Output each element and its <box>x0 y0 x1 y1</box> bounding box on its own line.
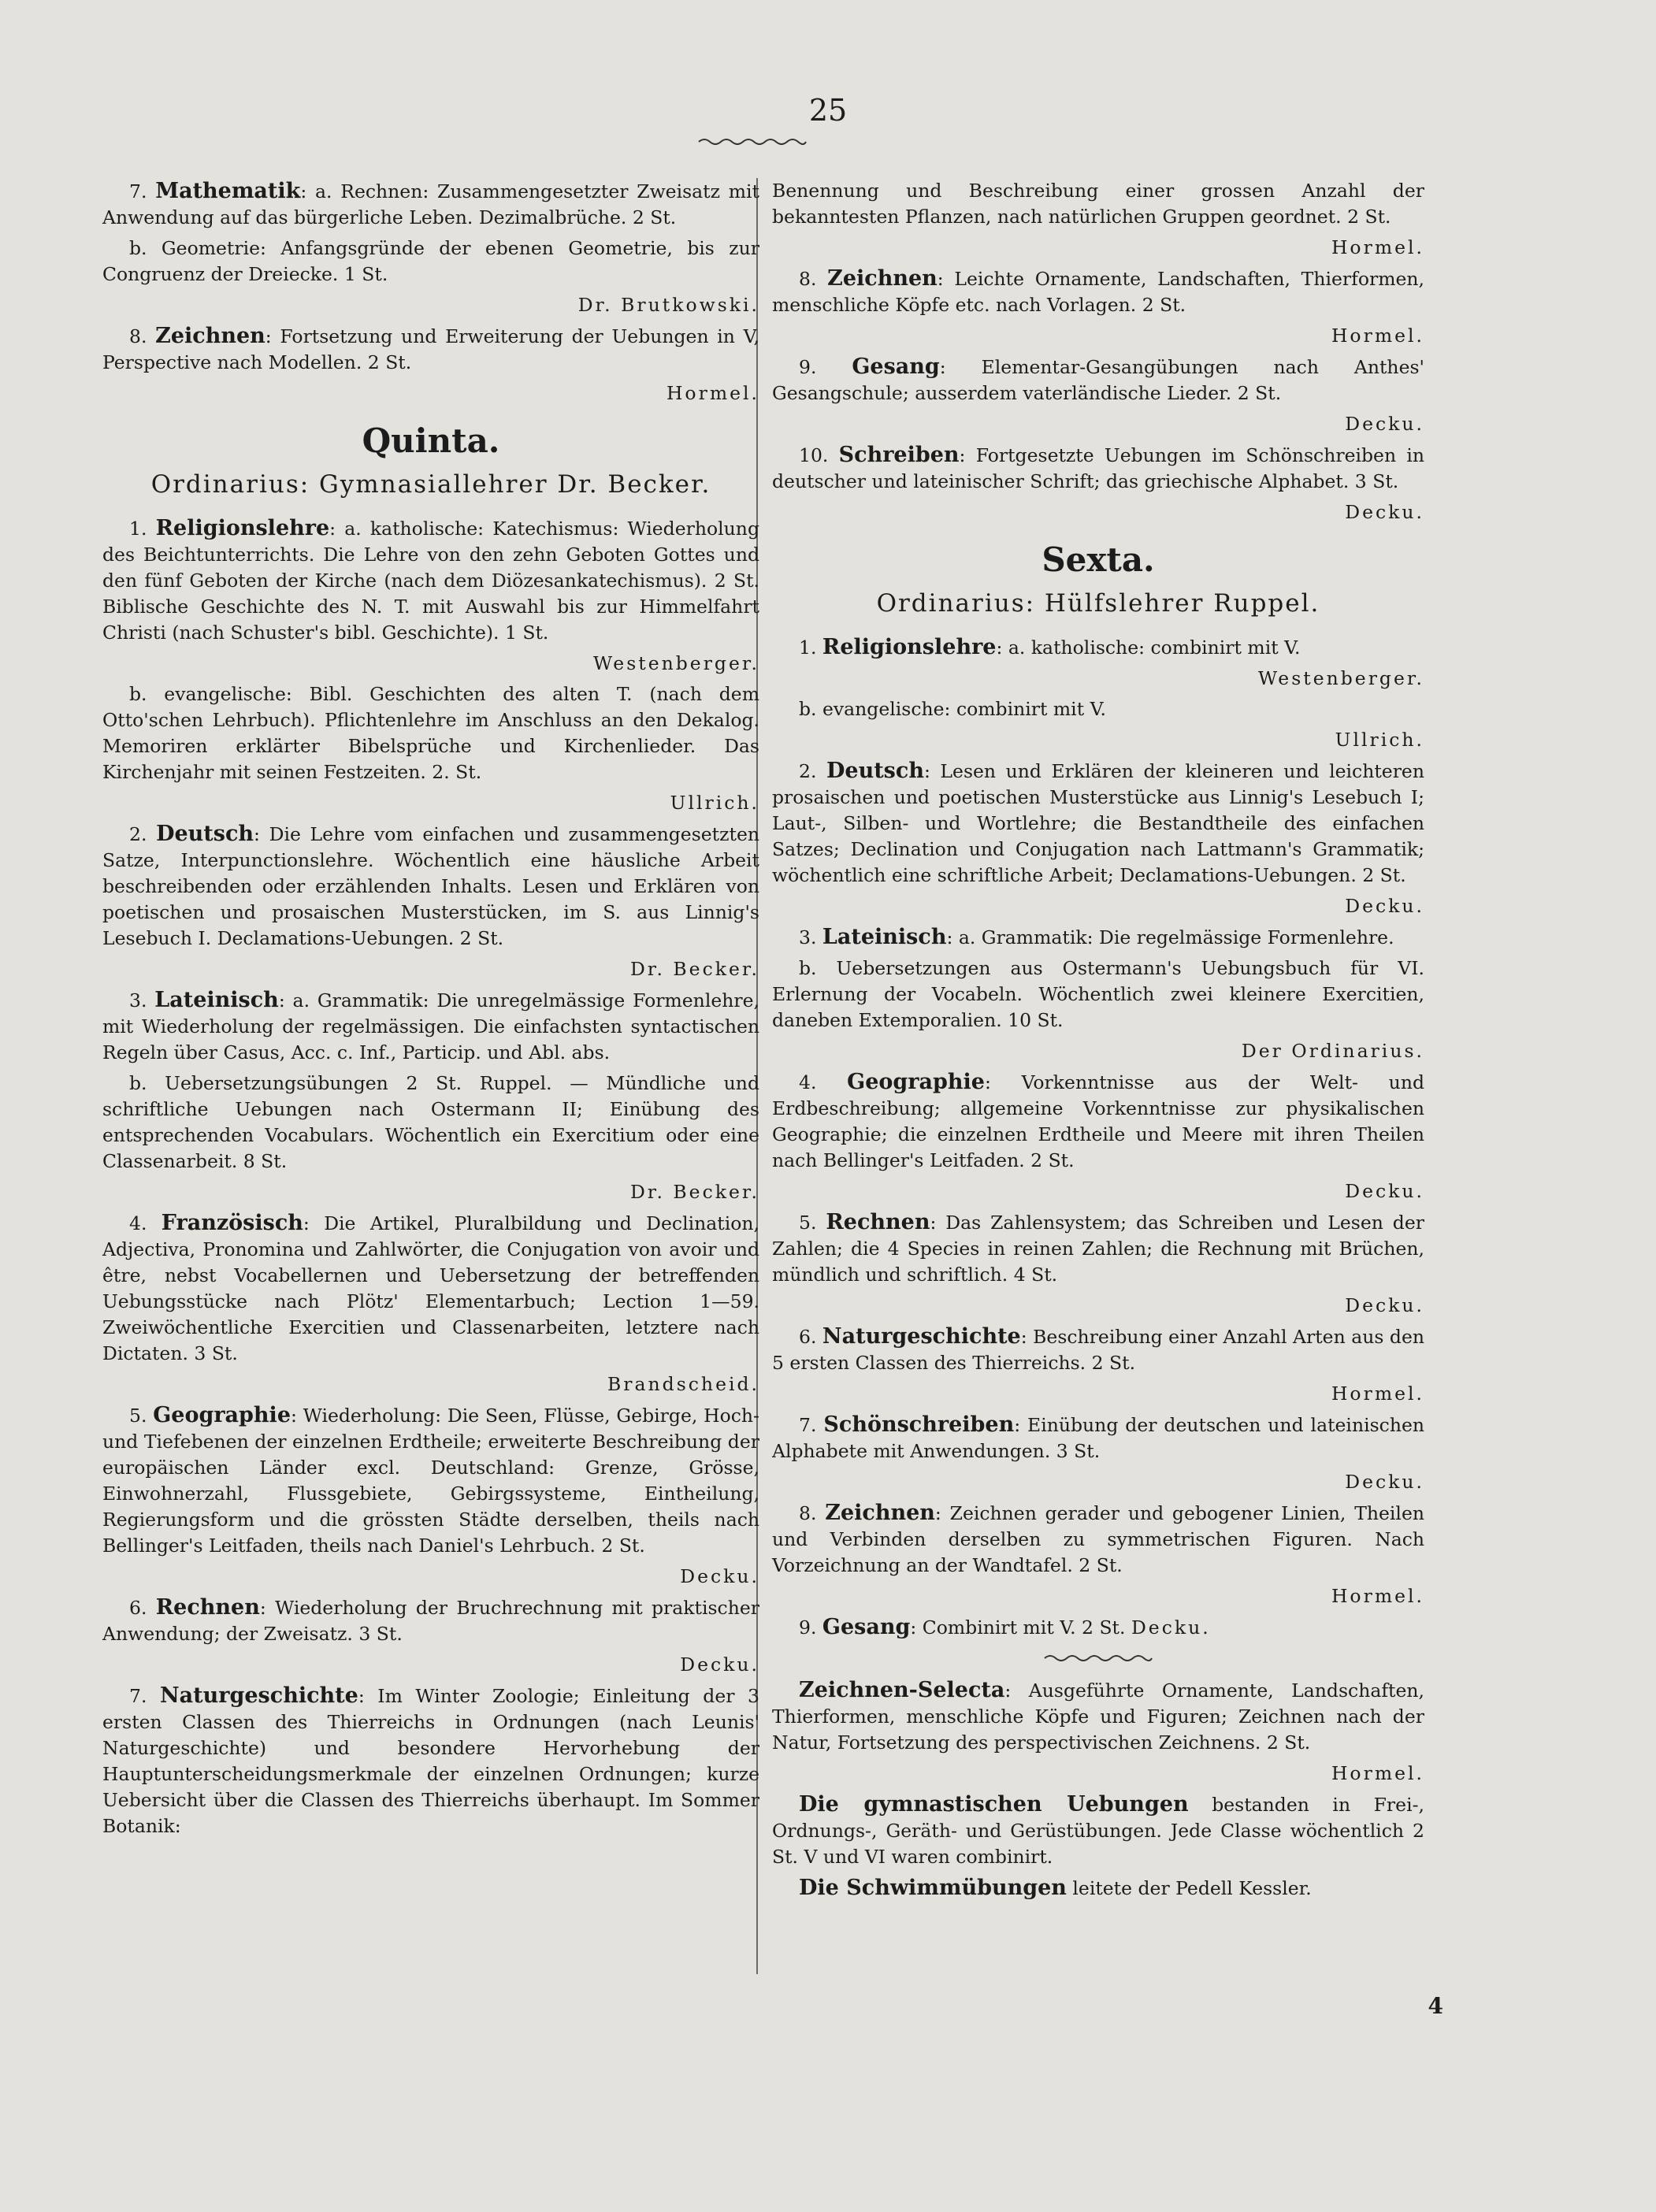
section-lateinisch-b: b. Uebersetzungen aus Ostermann's Uebungsbuch für VI. Erlernung der Vocabeln. Wöchentlich zwei kleinere Exercitien, daneben Extemporalien. 10 St. <box>772 957 1424 1031</box>
ordinarius-sexta: Ordinarius: Hülfslehrer Ruppel. <box>876 589 1320 618</box>
section-lateinisch-b: b. Uebersetzungsübungen 2 St. Ruppel. — Mündliche und schriftliche Uebungen nach Ostermann II; Einübung des entsprechenden Vocabulars. Wöchentlich ein Exercitium oder eine Classenarbeit. 8 St. <box>102 1072 759 1172</box>
section-naturgeschichte: 7. Naturgeschichte: Im Winter Zoologie; Einleitung der 3 ersten Classen des Thierreichs in Ordnungen (nach Leunis' Naturgeschichte) und besondere Hervorhebung der Hauptunterscheidungsmerkmale der einzelnen Ordnungen; kurze Uebersicht über die Classen des Thierreichs überhaupt. Im Sommer Botanik: <box>102 1683 759 1837</box>
right-column <box>772 178 1424 1906</box>
teacher-name: Decku. <box>680 1565 759 1587</box>
teacher-name: Ullrich. <box>670 792 759 814</box>
section-lateinisch: 3. Lateinisch: a. Grammatik: Die unregelmässige Formenlehre, mit Wiederholung der regelmässigen. Die einfachsten syntactischen Regeln über Casus, Acc. c. Inf., Particip. und Abl. abs. <box>102 988 759 1063</box>
section-religionslehre-b: b. evangelische: Bibl. Geschichten des alten T. (nach dem Otto'schen Lehrbuch). Pflichtenlehre im Anschluss an den Dekalog. Memoriren erklärter Bibelsprüche und Kirchenlieder. Das Kirchenjahr mit seinen Festzeiten. 2. St. <box>102 683 759 783</box>
heading-sexta: Sexta. <box>1041 540 1155 579</box>
teacher-name: Westenberger. <box>1258 667 1424 689</box>
teacher-name: Decku. <box>1345 501 1424 523</box>
heading-quinta: Quinta. <box>362 421 500 460</box>
section-geographie: 4. Geographie: Vorkenntnisse aus der Welt- und Erdbeschreibung; allgemeine Vorkenntnisse zur physikalischen Geographie; die einzelnen Erdtheile und Meere mit ihren Theilen nach Bellinger's Leitfaden. 2 St. <box>772 1070 1424 1171</box>
teacher-name: Dr. Becker. <box>629 958 759 980</box>
teacher-name: Hormel. <box>1331 236 1424 258</box>
teacher-name: Decku. <box>1345 413 1424 435</box>
signature-mark: 4 <box>1428 1993 1443 2019</box>
section-zeichnen: 8. Zeichnen: Fortsetzung und Erweiterung der Uebungen in V, Perspective nach Modellen. 2 St. <box>102 324 759 373</box>
teacher-name: Decku. <box>1345 1471 1424 1493</box>
section-lateinisch: 3. Lateinisch: a. Grammatik: Die regelmässige Formenlehre. <box>799 925 1394 949</box>
teacher-name: Hormel. <box>666 382 759 404</box>
teacher-name: Dr. Becker. <box>629 1181 759 1203</box>
section-religionslehre: 1. Religionslehre: a. katholische: combinirt mit V. <box>799 635 1301 659</box>
section-rechnen: 5. Rechnen: Das Zahlensystem; das Schreiben und Lesen der Zahlen; die 4 Species in reinen Zahlen; die Rechnung mit Brüchen, mündlich und schriftlich. 4 St. <box>772 1210 1424 1286</box>
section-gesang: 9. Gesang: Elementar-Gesangübungen nach Anthes' Gesangschule; ausserdem vaterländische Lieder. 2 St. <box>772 354 1424 404</box>
teacher-name: Dr. Brutkowski. <box>577 294 759 316</box>
section-religionslehre-b: b. evangelische: combinirt mit V. <box>799 698 1106 720</box>
teacher-name: Decku. <box>680 1653 759 1676</box>
section-gymnastik: Die gymnastischen Uebungen bestanden in Frei-, Ordnungs-, Geräth- und Gerüstübungen. Jede Classe wöchentlich 2 St. V und VI waren combinirt. <box>772 1792 1424 1868</box>
section-schoenschreiben: 7. Schönschreiben: Einübung der deutschen und lateinischen Alphabete mit Anwendungen. 3 St. <box>772 1412 1424 1462</box>
section-gesang: 9. Gesang: Combinirt mit V. 2 St. Decku. <box>799 1615 1211 1639</box>
section-geographie: 5. Geographie: Wiederholung: Die Seen, Flüsse, Gebirge, Hoch- und Tiefebenen der einzelnen Erdtheile; erweiterte Beschreibung der europäischen Länder excl. Deutschland: Grenze, Grösse, Einwohnerzahl, Flussgebiete, Gebirgssysteme, Eintheilung, Regierungsform und die grössten Städte derselben, theils nach Bellinger's Leitfaden, theils nach Daniel's Lehrbuch. 2 St. <box>102 1403 759 1557</box>
section-deutsch: 2. Deutsch: Die Lehre vom einfachen und zusammengesetzten Satze, Interpunctionslehre. Wöchentlich eine häusliche Arbeit beschreibenden oder erzählenden Inhalts. Lesen und Erklären von poetischen und prosaischen Musterstücken, im S. aus Linnig's Lesebuch I. Declamations-Uebungen. 2 St. <box>102 822 759 949</box>
teacher-name: Brandscheid. <box>607 1373 759 1395</box>
teacher-name: Hormel. <box>1331 1762 1424 1784</box>
section-mathematik: 7. Mathematik: a. Rechnen: Zusammengesetzter Zweisatz mit Anwendung auf das bürgerliche Leben. Dezimalbrüche. 2 St. <box>102 179 759 228</box>
ordinarius-quinta: Ordinarius: Gymnasiallehrer Dr. Becker. <box>150 470 711 499</box>
wavy-separator <box>1043 1652 1153 1663</box>
teacher-name: Hormel. <box>1331 1382 1424 1405</box>
section-deutsch: 2. Deutsch: Lesen und Erklären der kleineren und leichteren prosaischen und poetischen Musterstücke aus Linnig's Lesebuch I; Laut-, Silben- und Wortlehre; die Bestandtheile des einfachen Satzes; Declination und Conjugation nach Lattmann's Grammatik; wöchentlich eine schriftliche Arbeit; Declamations-Uebungen. 2 St. <box>772 759 1424 886</box>
teacher-name: Der Ordinarius. <box>1241 1040 1424 1062</box>
section-zeichnen: 8. Zeichnen: Leichte Ornamente, Landschaften, Thierformen, menschliche Köpfe etc. nach Vorlagen. 2 St. <box>772 266 1424 316</box>
teacher-name: Hormel. <box>1331 1585 1424 1607</box>
section-religionslehre: 1. Religionslehre: a. katholische: Katechismus: Wiederholung des Beichtunterrichts. Die Lehre von den zehn Geboten Gottes und den fünf Geboten der Kirche (nach dem Diözesankatechismus). 2 St. Biblische Geschichte des N. T. mit Auswahl bis zur Himmelfahrt Christi (nach Schuster's bibl. Geschichte). 1 St. <box>102 516 759 644</box>
section-mathematik-b: b. Geometrie: Anfangsgründe der ebenen Geometrie, bis zur Congruenz der Dreiecke. 1 St. <box>102 237 759 285</box>
section-zeichnen: 8. Zeichnen: Zeichnen gerader und gebogener Linien, Theilen und Verbinden derselben zu symmetrischen Figuren. Nach Vorzeichnung an der Wandtafel. 2 St. <box>772 1501 1424 1576</box>
section-schreiben: 10. Schreiben: Fortgesetzte Uebungen im Schönschreiben in deutscher und lateinischer Schrift; das griechische Alphabet. 3 St. <box>772 443 1424 492</box>
teacher-name: Westenberger. <box>593 652 759 674</box>
section-zeichnen-selecta: Zeichnen-Selecta: Ausgeführte Ornamente, Landschaften, Thierformen, menschliche Köpfe und Figuren; Zeichnen nach der Natur, Fortsetzung des perspectivischen Zeichnens. 2 St. <box>772 1678 1424 1754</box>
teacher-name: Hormel. <box>1331 325 1424 347</box>
section-schwimmen: Die Schwimmübungen leitete der Pedell Kessler. <box>799 1876 1312 1900</box>
section-franzoesisch: 4. Französisch: Die Artikel, Pluralbildung und Declination, Adjectiva, Pronomina und Zahlwörter, die Conjugation von avoir und être, nebst Vocabellernen und Uebersetzung der betreffenden Uebungsstücke nach Plötz' Elementarbuch; Lection 1—59. Zweiwöchentliche Exercitien und Classenarbeiten, letztere nach Dictaten. 3 St. <box>102 1211 759 1364</box>
teacher-name: Decku. <box>1345 1180 1424 1202</box>
teacher-name: Decku. <box>1345 1294 1424 1316</box>
teacher-name: Decku. <box>1345 895 1424 917</box>
wavy-rule-top <box>697 135 808 147</box>
left-column <box>102 178 759 1844</box>
continuation-text: Benennung und Beschreibung einer grossen Anzahl der bekanntesten Pflanzen, nach natürlichen Gruppen geordnet. 2 St. <box>772 180 1424 228</box>
teacher-name: Ullrich. <box>1335 729 1424 751</box>
page-number: 25 <box>808 93 848 128</box>
section-naturgeschichte: 6. Naturgeschichte: Beschreibung einer Anzahl Arten aus den 5 ersten Classen des Thierreichs. 2 St. <box>772 1324 1424 1374</box>
section-rechnen: 6. Rechnen: Wiederholung der Bruchrechnung mit praktischer Anwendung; der Zweisatz. 3 St. <box>102 1595 759 1645</box>
